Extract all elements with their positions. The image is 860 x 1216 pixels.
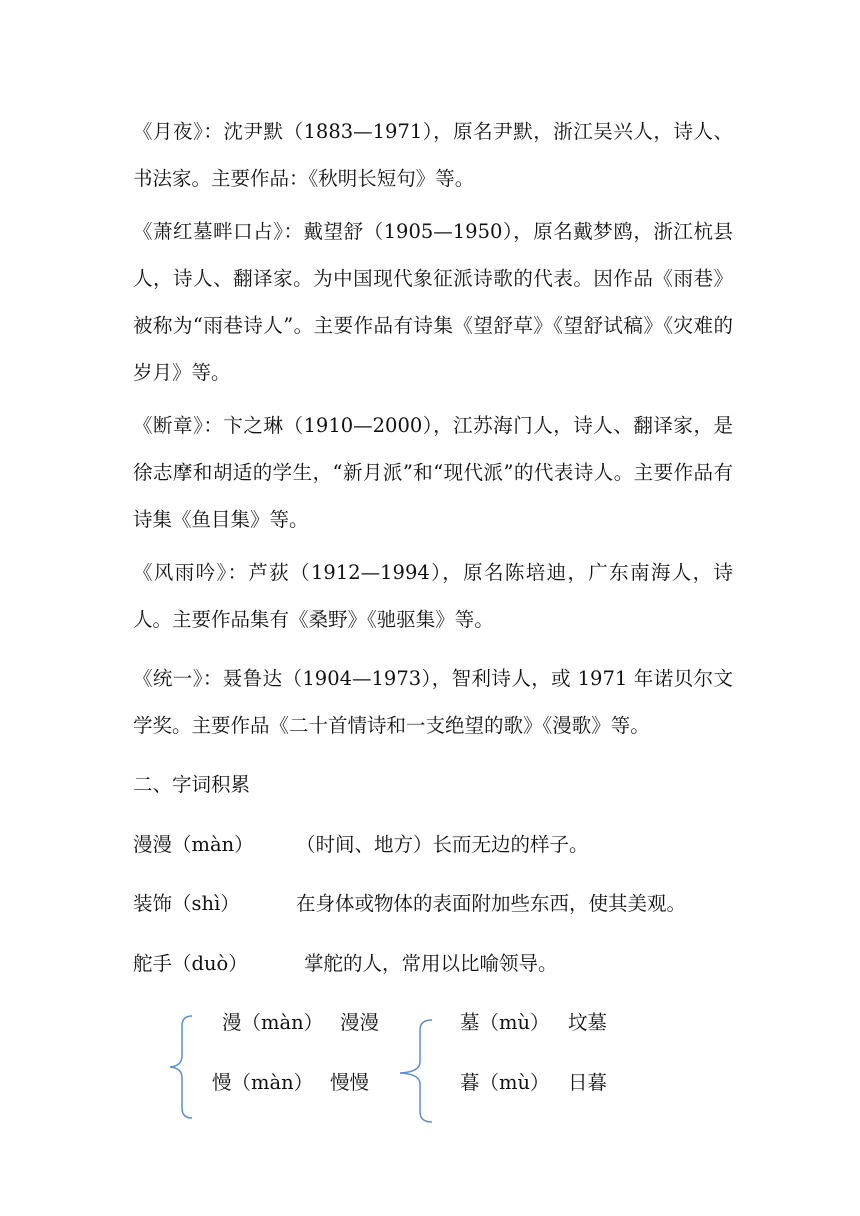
vocab-word: 舵手（duò） [133,952,248,975]
left-brace-icon [396,1016,436,1126]
author-note-yueye: 《月夜》：沈尹默（1883—1971），原名尹默，浙江吴兴人，诗人、书法家。主要作品：《秋明长短句》等。 [133,120,733,190]
author-note-tongyi: 《统一》：聂鲁达（1904—1973），智利诗人，或 1971 年诺贝尔文学奖。主要作品《二十首情诗和一支绝望的歌》《漫歌》等。 [133,667,733,737]
author-note-xiaohong: 《萧红墓畔口占》：戴望舒（1905—1950），原名戴梦鸥，浙江杭县人，诗人、翻译家。为中国现代象征派诗歌的代表。因作品《雨巷》被称为“雨巷诗人”。主要作品有诗集《望舒草》《望舒试稿》《灾难的岁月》等。 [133,220,733,384]
vocab-definition: （时间、地方）长而无边的样子。 [296,833,589,856]
char-entry: 慢（màn） [212,1071,314,1094]
left-brace-icon [166,1012,196,1122]
author-note-fengyuyin: 《风雨吟》：芦荻（1912—1994），原名陈培迪，广东南海人，诗人。主要作品集有《桑野》《驰驱集》等。 [133,561,733,631]
char-entry: 暮（mù） [460,1071,550,1094]
char-example: 慢慢 [330,1071,370,1094]
char-example: 坟墓 [568,1011,608,1034]
char-entry: 漫（màn） [222,1011,324,1034]
vocab-word: 装饰（shì） [133,892,240,915]
vocab-definition: 在身体或物体的表面附加些东西，使其美观。 [296,892,687,915]
section-title: 二、字词积累 [133,773,251,796]
author-note-duanzhang: 《断章》：卞之琳（1910—2000），江苏海门人，诗人、翻译家，是徐志摩和胡适的学生，“新月派”和“现代派”的代表诗人。主要作品有诗集《鱼目集》等。 [133,414,733,531]
char-example: 日暮 [568,1071,608,1094]
vocab-definition: 掌舵的人，常用以比喻领导。 [304,952,558,975]
char-example: 漫漫 [340,1011,380,1034]
char-entry: 墓（mù） [460,1011,550,1034]
vocab-word: 漫漫（màn） [133,833,254,856]
